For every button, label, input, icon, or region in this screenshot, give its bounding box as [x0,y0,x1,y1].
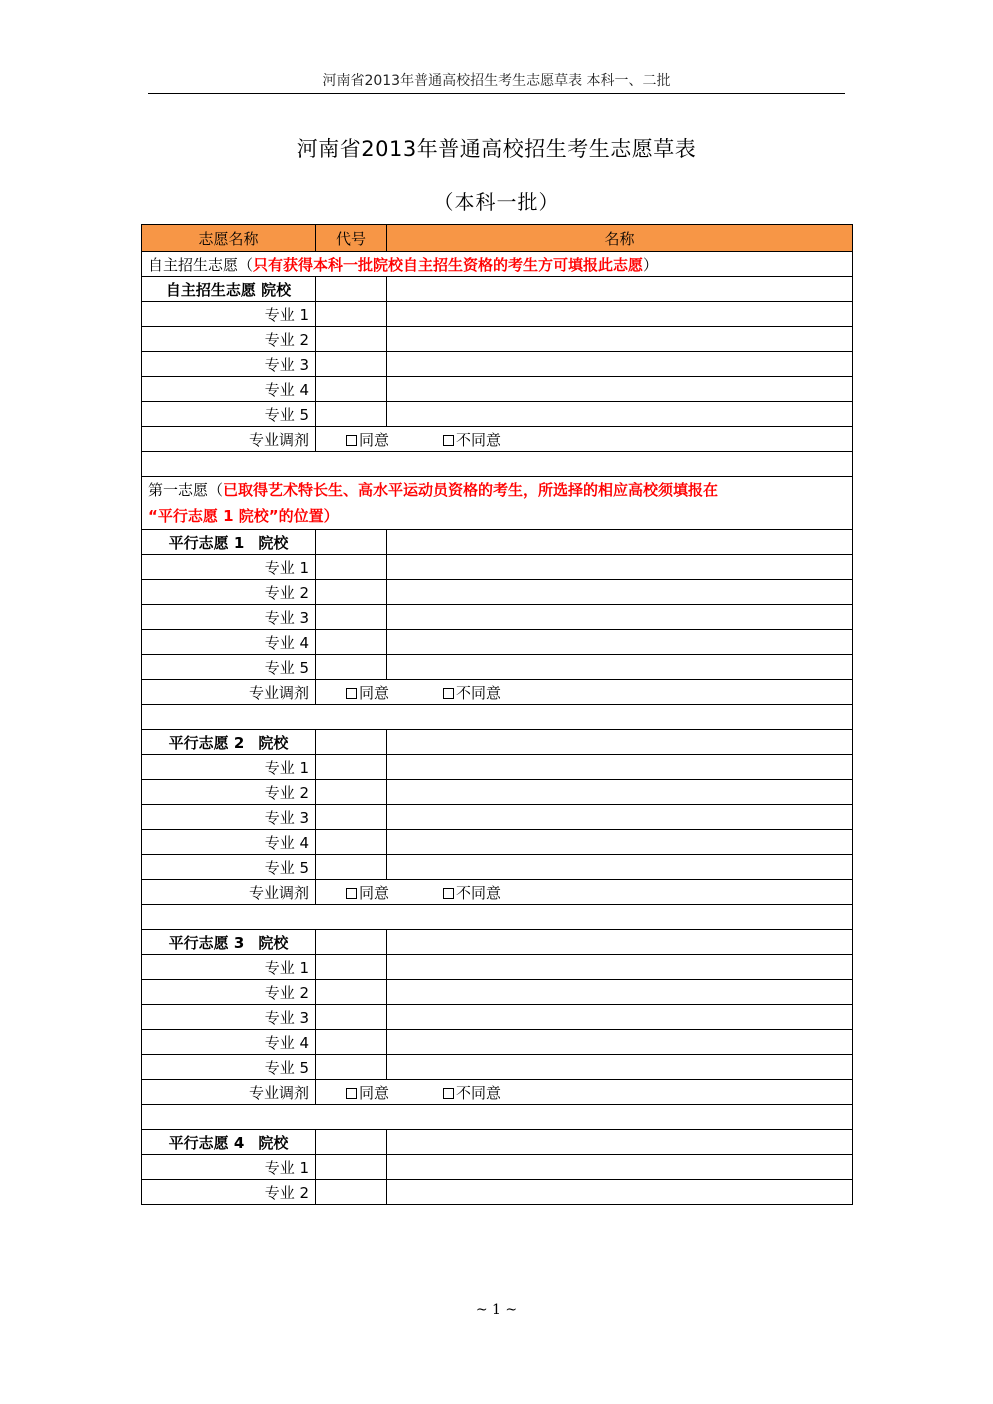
major-code-cell[interactable] [316,352,387,377]
table-row [142,555,853,580]
major-label: 专业 3 [142,805,316,830]
major-name-cell[interactable] [387,580,853,605]
table-row [142,755,853,780]
major-code-cell[interactable] [316,302,387,327]
checkbox-icon[interactable] [346,435,357,446]
parallel-name: 平行志愿 3 [168,933,245,952]
major-label: 专业 3 [142,1005,316,1030]
document-title: 河南省2013年普通高校招生考生志愿草表 [296,137,697,161]
major-name-cell[interactable] [387,1155,853,1180]
table-row [142,980,853,1005]
major-name-cell[interactable] [387,855,853,880]
table-row [142,780,853,805]
checkbox-icon[interactable] [346,1088,357,1099]
major-name-cell[interactable] [387,1030,853,1055]
checkbox-icon[interactable] [443,888,454,899]
school-code-cell[interactable] [316,277,387,302]
major-label: 专业 3 [142,352,316,377]
major-label: 专业 3 [142,605,316,630]
major-label: 专业 5 [142,655,316,680]
parallel-name: 平行志愿 1 [168,533,245,552]
table-row [142,377,853,402]
agree-label: 同意 [359,1083,390,1102]
table-header-row [142,225,853,252]
major-code-cell[interactable] [316,1180,387,1205]
major-label: 专业 1 [142,1155,316,1180]
adjust-options [316,880,853,905]
table-row [142,1155,853,1180]
parallel-2-school-label [142,730,316,755]
adjust-options [316,1080,853,1105]
self-school-label: 自主招生志愿 院校 [142,277,316,302]
school-code-cell[interactable] [316,930,387,955]
section-prefix: 自主招生志愿（ [148,255,254,274]
adjust-row [142,880,853,905]
school-name-cell[interactable] [387,277,853,302]
table-row [142,855,853,880]
section-note: 只有获得本科一批院校自主招生资格的考生方可填报此志愿 [253,255,644,274]
major-name-cell[interactable] [387,980,853,1005]
major-name-cell[interactable] [387,327,853,352]
major-label: 专业 5 [142,1055,316,1080]
school-name-cell[interactable] [387,930,853,955]
table-row [142,580,853,605]
major-label: 专业 2 [142,580,316,605]
major-code-cell[interactable] [316,780,387,805]
table-row [142,630,853,655]
major-code-cell[interactable] [316,855,387,880]
school-word: 院校 [258,533,289,552]
spacer-cell [142,705,853,730]
disagree-label: 不同意 [456,1083,502,1102]
major-code-cell[interactable] [316,555,387,580]
first-choice-section-title [142,477,853,530]
section-suffix: ） [643,255,659,274]
agree-label: 同意 [359,430,390,449]
self-admission-section-row [142,252,853,277]
major-code-cell[interactable] [316,327,387,352]
major-code-cell[interactable] [316,755,387,780]
major-label: 专业 1 [142,755,316,780]
major-name-cell[interactable] [387,302,853,327]
spacer-row [142,1105,853,1130]
major-name-cell[interactable] [387,1055,853,1080]
spacer-row [142,905,853,930]
running-header: 河南省2013年普通高校招生考生志愿草表 本科一、二批 [322,73,671,89]
major-name-cell[interactable] [387,1180,853,1205]
disagree-label: 不同意 [456,883,502,902]
checkbox-icon[interactable] [346,688,357,699]
page-number: ~ 1 ~ [475,1302,518,1318]
school-name-cell[interactable] [387,1130,853,1155]
parallel-name: 平行志愿 2 [168,733,245,752]
table-row [142,302,853,327]
adjust-row [142,1080,853,1105]
major-label: 专业 4 [142,1030,316,1055]
table-row [142,530,853,555]
major-code-cell[interactable] [316,1155,387,1180]
table-row [142,1180,853,1205]
school-code-cell[interactable] [316,530,387,555]
self-admission-section-title [142,252,853,277]
major-code-cell[interactable] [316,655,387,680]
table-row [142,402,853,427]
major-code-cell[interactable] [316,1030,387,1055]
spacer-row [142,452,853,477]
table-row [142,955,853,980]
parallel-1-school-label [142,530,316,555]
table-row [142,1030,853,1055]
disagree-label: 不同意 [456,683,502,702]
spacer-cell [142,452,853,477]
checkbox-icon[interactable] [443,688,454,699]
document-subtitle: （本科一批） [433,190,560,214]
school-code-cell[interactable] [316,730,387,755]
adjust-label: 专业调剂 [142,1080,316,1105]
spacer-cell [142,905,853,930]
major-label: 专业 2 [142,1180,316,1205]
school-name-cell[interactable] [387,730,853,755]
table-row [142,805,853,830]
major-name-cell[interactable] [387,830,853,855]
major-name-cell[interactable] [387,630,853,655]
disagree-option[interactable] [443,682,501,703]
agree-label: 同意 [359,683,390,702]
disagree-label: 不同意 [456,430,502,449]
parallel-4-school-label [142,1130,316,1155]
major-label: 专业 1 [142,302,316,327]
disagree-option[interactable] [443,1082,501,1103]
first-choice-section-row [142,477,853,530]
parallel-3-school-label [142,930,316,955]
section-note: 已取得艺术特长生、高水平运动员资格的考生，所选择的相应高校须填报在 [223,481,719,499]
major-name-cell[interactable] [387,555,853,580]
major-label: 专业 5 [142,855,316,880]
col-header-title: 名称 [387,225,853,252]
adjust-options [316,427,853,452]
adjust-options [316,680,853,705]
table-row [142,1055,853,1080]
major-name-cell[interactable] [387,780,853,805]
major-code-cell[interactable] [316,630,387,655]
major-label: 专业 1 [142,555,316,580]
school-code-cell[interactable] [316,1130,387,1155]
major-label: 专业 1 [142,955,316,980]
school-word: 院校 [258,1133,289,1152]
major-name-cell[interactable] [387,1005,853,1030]
school-word: 院校 [258,933,289,952]
col-header-code: 代号 [316,225,387,252]
major-code-cell[interactable] [316,605,387,630]
major-label: 专业 2 [142,980,316,1005]
application-form-table [141,224,853,1205]
adjust-row [142,427,853,452]
major-code-cell[interactable] [316,377,387,402]
section-prefix: 第一志愿（ [148,481,224,499]
major-name-cell[interactable] [387,755,853,780]
table-row [142,730,853,755]
adjust-label: 专业调剂 [142,427,316,452]
adjust-label: 专业调剂 [142,880,316,905]
school-word: 院校 [258,733,289,752]
section-note-line2: “平行志愿 1 院校”的位置） [148,507,339,525]
major-code-cell[interactable] [316,1005,387,1030]
table-row [142,830,853,855]
checkbox-icon[interactable] [443,435,454,446]
major-name-cell[interactable] [387,655,853,680]
checkbox-icon[interactable] [346,888,357,899]
table-row [142,277,853,302]
agree-option[interactable] [346,882,389,903]
major-code-cell[interactable] [316,580,387,605]
major-code-cell[interactable] [316,955,387,980]
spacer-cell [142,1105,853,1130]
major-label: 专业 2 [142,780,316,805]
table-row [142,655,853,680]
school-name-cell[interactable] [387,530,853,555]
table-row [142,605,853,630]
major-label: 专业 5 [142,402,316,427]
major-code-cell[interactable] [316,402,387,427]
agree-label: 同意 [359,883,390,902]
table-row [142,930,853,955]
major-code-cell[interactable] [316,805,387,830]
agree-option[interactable] [346,429,389,450]
header-rule [148,93,845,94]
major-code-cell[interactable] [316,980,387,1005]
major-label: 专业 4 [142,830,316,855]
major-name-cell[interactable] [387,352,853,377]
major-name-cell[interactable] [387,605,853,630]
disagree-option[interactable] [443,429,501,450]
major-label: 专业 4 [142,377,316,402]
major-label: 专业 4 [142,630,316,655]
col-header-name: 志愿名称 [142,225,316,252]
table-row [142,1130,853,1155]
agree-option[interactable] [346,682,389,703]
major-name-cell[interactable] [387,402,853,427]
major-name-cell[interactable] [387,805,853,830]
table-row [142,1005,853,1030]
major-code-cell[interactable] [316,830,387,855]
table-row [142,327,853,352]
agree-option[interactable] [346,1082,389,1103]
spacer-row [142,705,853,730]
major-name-cell[interactable] [387,955,853,980]
parallel-name: 平行志愿 4 [168,1133,245,1152]
major-name-cell[interactable] [387,377,853,402]
adjust-row [142,680,853,705]
major-label: 专业 2 [142,327,316,352]
table-row [142,352,853,377]
checkbox-icon[interactable] [443,1088,454,1099]
disagree-option[interactable] [443,882,501,903]
adjust-label: 专业调剂 [142,680,316,705]
major-code-cell[interactable] [316,1055,387,1080]
